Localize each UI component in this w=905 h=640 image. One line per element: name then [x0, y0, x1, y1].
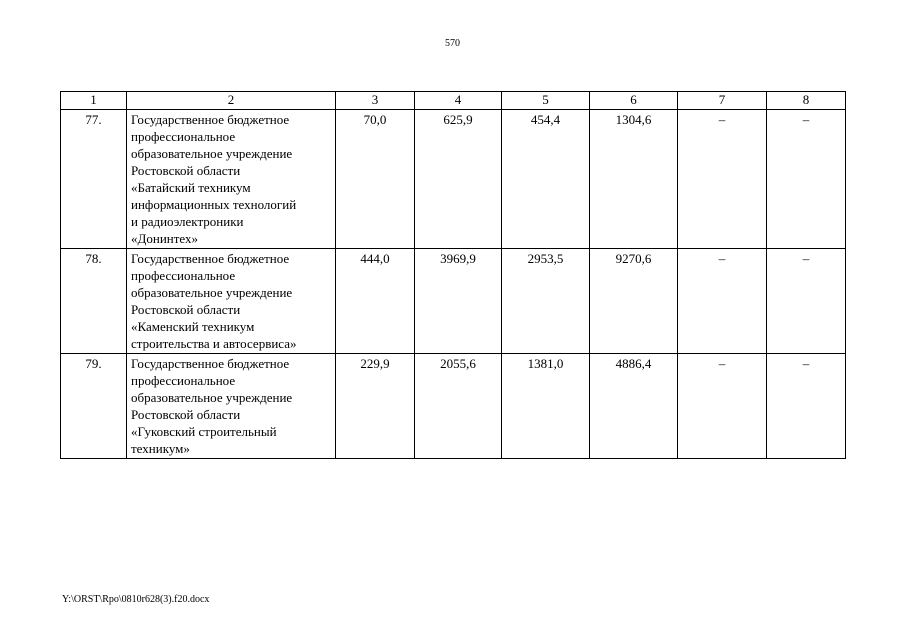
value-cell: – — [767, 354, 846, 459]
table-header-row — [61, 92, 846, 110]
value-cell: – — [767, 110, 846, 249]
value-cell: 4886,4 — [590, 354, 678, 459]
value-cell: 3969,9 — [415, 249, 502, 354]
table-row — [61, 249, 846, 354]
value-cell: 1381,0 — [502, 354, 590, 459]
value-cell: 454,4 — [502, 110, 590, 249]
value-cell: 444,0 — [336, 249, 415, 354]
budget-table — [60, 91, 846, 459]
value-cell: 625,9 — [415, 110, 502, 249]
column-header: 8 — [767, 92, 846, 110]
row-number: 78. — [61, 249, 127, 354]
institution-name: Государственное бюджетное профессиональное образовательное учреждение Ростовской области «Каменский техникум строительства и автосервиса» — [127, 249, 336, 354]
institution-name: Государственное бюджетное профессиональное образовательное учреждение Ростовской области «Гуковский строительный техникум» — [127, 354, 336, 459]
row-number: 77. — [61, 110, 127, 249]
value-cell: 2953,5 — [502, 249, 590, 354]
value-cell: – — [678, 110, 767, 249]
column-header: 5 — [502, 92, 590, 110]
value-cell: – — [767, 249, 846, 354]
value-cell: – — [678, 249, 767, 354]
column-header: 3 — [336, 92, 415, 110]
table-row — [61, 110, 846, 249]
column-header: 2 — [127, 92, 336, 110]
column-header: 6 — [590, 92, 678, 110]
column-header: 7 — [678, 92, 767, 110]
value-cell: 2055,6 — [415, 354, 502, 459]
row-number: 79. — [61, 354, 127, 459]
table-row — [61, 354, 846, 459]
column-header: 1 — [61, 92, 127, 110]
institution-name: Государственное бюджетное профессиональное образовательное учреждение Ростовской области «Батайский техникум информационных технологий и радиоэлектроники «Донинтех» — [127, 110, 336, 249]
value-cell: 1304,6 — [590, 110, 678, 249]
value-cell: 229,9 — [336, 354, 415, 459]
footer-file-path: Y:\ORST\Rpo\0810r628(3).f20.docx — [62, 594, 210, 605]
value-cell: 70,0 — [336, 110, 415, 249]
value-cell: – — [678, 354, 767, 459]
column-header: 4 — [415, 92, 502, 110]
page-number: 570 — [445, 38, 460, 49]
value-cell: 9270,6 — [590, 249, 678, 354]
